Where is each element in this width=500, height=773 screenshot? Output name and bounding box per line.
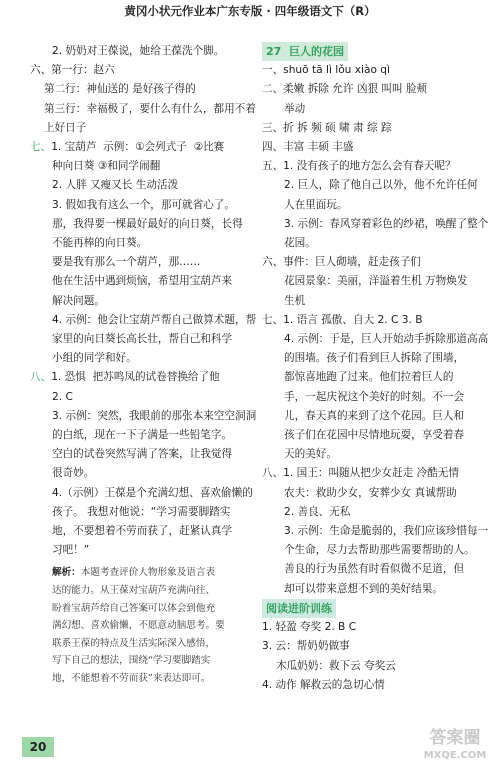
answer-line: 那，我得要一棵最好最好的向日葵，长得 [52,217,243,230]
answer-line: 生机 [284,294,306,307]
answer-line: 孩子们在花园中尽情地玩耍，享受着春 [284,429,465,442]
answer-line: 手，一起庆祝这个美好的时刻。不一会 [284,390,465,403]
answer-line: 六、事件：巨人砌墙，赶走孩子们 [262,256,421,269]
section-7-title [30,138,256,157]
analysis-tag: 解析： [52,567,81,579]
answer-line: 第二行：神仙送的 是好孩子得的 [44,83,196,96]
left-column [30,42,256,688]
answer-line: 解决问题。 [52,294,105,307]
answer-line: 七、1. 语言 孤傲、自大 2. C 3. B [262,313,423,326]
answer-line: 2. 人胖 又瘦又长 生动活泼 [52,179,179,192]
answer-line: 第三行：幸福极了，要什么有什么，都用不着 [44,102,256,115]
answer-line: 八、1. 国王：叫随从把少女赶走 冷酷无情 [262,467,459,480]
note-line: 达的能力。从王葆对宝葫芦充满向往、 [52,585,216,597]
answer-line: 很奇妙。 [52,467,95,480]
note-line: 地，不能想着不劳而获”来表达即可。 [52,673,211,685]
answer-line: 个生命，尽力去帮助那些需要帮助的人。 [284,544,475,557]
answer-line: 二、柔嫩 拆除 允许 凶狠 叫叫 脸颊 [262,83,428,96]
answer-line: 4. 示例：他会让宝葫芦帮自己做算术题，帮 [52,313,257,326]
answer-line: 家里的向日葵长高长壮，帮自己和科学 [52,333,233,346]
lesson-heading [262,42,484,61]
answer-line: 2. 善良、无私 [284,505,351,518]
answer-line: 4. 示例：于是，巨人开始动手拆除那道高高 [284,333,489,346]
page-number: 20 [22,737,54,757]
answer-line: 2. 巨人，除了他自己以外，他不允许任何 [284,179,478,192]
watermark-logo [415,727,495,767]
answer-line: 都惊喜地跑了过来。他们拉着巨人的 [284,371,454,384]
note-line: 盼着宝葫芦给自己答案可以体会到他充 [52,602,216,614]
note-line: 满幻想、喜欢偷懒，不愿意动脑思考。要 [52,620,225,632]
answer-line: 3. 示例：春风穿着彩色的纱裙，唤醒了整个 [284,217,489,230]
analysis-note [30,564,256,687]
answer-line: 人在里面玩。 [284,198,348,211]
answer-line: 3. 示例：生命是脆弱的，我们应该珍惜每一 [284,525,489,538]
lesson-title: 巨人的花园 [288,45,344,58]
watermark-url: MXQE.COM [423,750,487,761]
answer-line: 花园。 [284,237,316,250]
answer-line: 2. C [52,390,73,403]
answer-line: 不能再棒的向日葵。 [52,237,148,250]
note-line: 联系王葆的特点及生活实际深入感悟， [52,637,216,649]
answer-line: 1. 轻盈 夸奖 2. B C [262,621,357,634]
section-number: 七、 [30,141,52,154]
answer-line: 1. 宝葫芦 示例：①会列式子 ②比赛 [51,141,225,154]
answer-line: 木瓜奶奶：救下云 夸奖云 [276,659,396,672]
answer-line: 却可以带来意想不到的美好结果。 [284,582,443,595]
answer-line: 天的美好。 [284,448,337,461]
answer-line: 种向日葵 ③和同学闹翻 [52,160,161,173]
lesson-number: 27 [266,45,282,58]
answer-line: 孩子。 我想对他说：“学习需要脚踏实 [52,505,231,518]
answer-line: 他在生活中遇到烦恼，希望用宝葫芦来 [52,275,233,288]
answer-line: 要是我有那么一个葫芦，那…… [52,256,201,269]
answer-line: 农夫：救助少女，安葬少女 真诚帮助 [284,486,457,499]
answer-line: 4.（示例）王葆是个充满幻想、喜欢偷懒的 [52,486,253,499]
section-number: 八、 [30,371,52,384]
answer-line: 四、丰富 丰硕 丰盛 [262,141,354,154]
answer-line: 举动 [284,102,306,115]
note-line: 写下自己的想法，围绕“学习要脚踏实 [52,655,211,667]
section-6-title: 六、第一行：赵六 [30,64,115,77]
answer-line: 4. 动作 解救云的急切心情 [262,678,385,691]
answer-line: 3. 云：帮奶奶做事 [262,640,350,653]
answer-line: 花园景象：美丽，洋溢着生机 万物焕发 [284,275,468,288]
answer-line: 2. 奶奶对王葆说，她给王葆洗个脚。 [52,45,225,57]
answer-line: 上好日子 [44,121,87,134]
answer-line: 的白纸，现在一下子满是一些铅笔字。 [52,429,233,442]
answer-line: 1. 恐惧 把苏鸣凤的试卷替换给了他 [51,371,220,384]
page-header: 黄冈小状元作业本广东专版 · 四年级语文下（R） [124,4,376,18]
reading-title: 阅读进阶训练 [262,599,336,618]
answer-line: 3. 示例：突然，我眼前的那张本来空空洞洞 [52,409,257,422]
note-line: 本题考查评价人物形象及语言表 [80,567,216,579]
answer-line: 小组的同学和好。 [52,352,137,365]
answer-line: 习吧！” [52,544,90,557]
answer-line: 空白的试卷突然写满了答案，让我觉得 [52,448,233,461]
answer-line: 五、1. 没有孩子的地方怎么会有春天呢？ [262,160,456,173]
answer-line: 3. 假如我有这么一个，那可就省心了。 [52,198,235,211]
section-8-title [30,368,256,387]
answer-line: 的围墙。孩子们看到巨人拆除了围墙， [284,352,465,365]
answer-line: 善良的行为虽然有时看似微不足道，但 [284,563,465,576]
answer-line: 儿，春天真的来到了这个花园。巨人和 [284,409,465,422]
answer-line: 一、shuō tā lì lǒu xiào qì [262,64,390,77]
reading-heading [262,599,484,618]
watermark-text: 答案圈 [429,728,481,748]
answer-line: 三、折 拆 频 硕 啸 肃 综 踪 [262,121,392,134]
answer-line: 地，不要想着不劳而获了，赶紧认真学 [52,525,233,538]
right-column [262,42,489,695]
